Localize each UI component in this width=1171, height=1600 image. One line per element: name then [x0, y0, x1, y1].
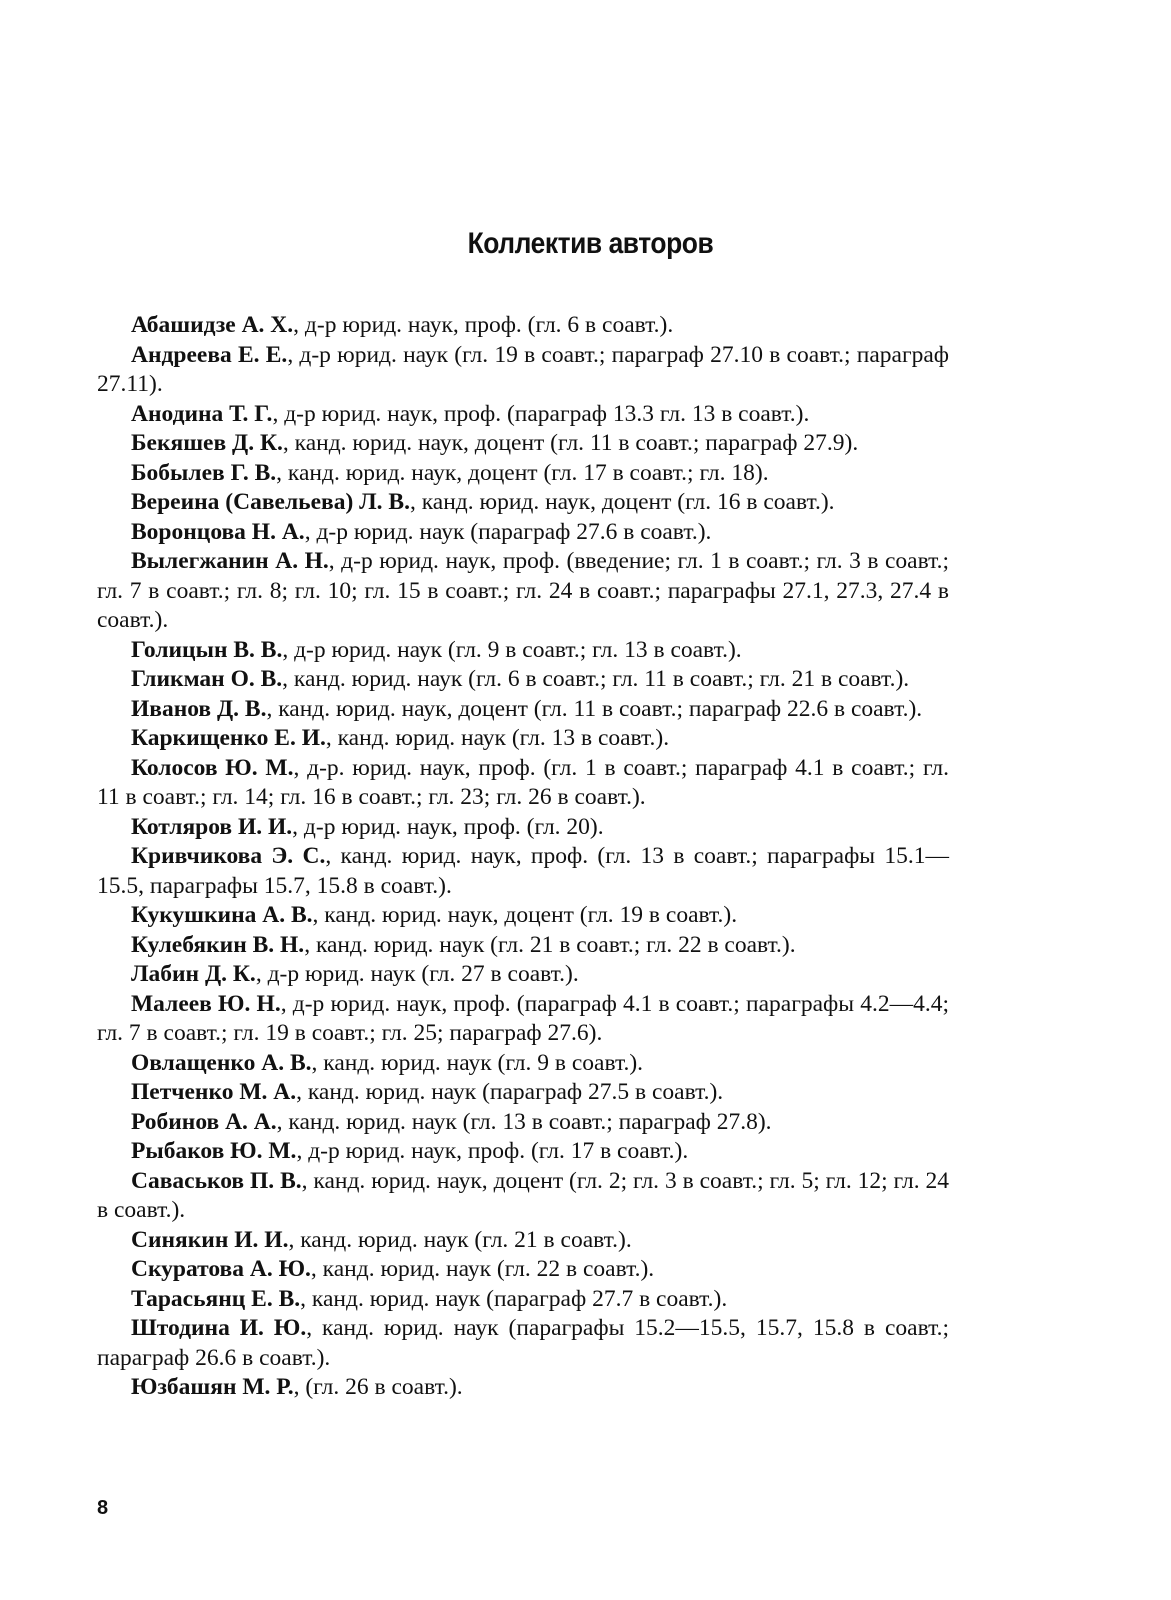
author-name: Андреева Е. Е.	[131, 341, 288, 368]
author-entry	[97, 1255, 949, 1285]
author-entry	[97, 665, 949, 695]
author-details: , канд. юрид. наук (параграфы 15.2—15.5, 15.7, 15.8 в соавт.; параграф 26.6 в соавт.).	[97, 1315, 949, 1371]
author-entry	[97, 459, 949, 489]
author-details: , д-р юрид. наук (гл. 19 в соавт.; параграф 27.10 в соавт.; параграф 27.11).	[97, 341, 949, 397]
author-details: , д-р юрид. наук, проф. (параграф 4.1 в соавт.; параграфы 4.2—4.4; гл. 7 в соавт.; гл. 19 в соавт.; гл. 25; параграф 27.6).	[97, 990, 949, 1046]
author-details: , д-р юрид. наук, проф. (введение; гл. 1 в соавт.; гл. 3 в соавт.; гл. 7 в соавт.; гл. 8; гл. 10; гл. 15 в соавт.; гл. 24 в соавт.; параграфы 27.1, 27.3, 27.4 в соавт.).	[97, 548, 950, 633]
author-name: Голицын В. В.	[131, 636, 283, 663]
author-name: Вылегжанин А. Н.	[131, 548, 329, 574]
author-name: Воронцова Н. А.	[131, 518, 305, 545]
page-title: Коллектив авторов	[467, 227, 714, 260]
author-details: , канд. юрид. наук (гл. 22 в соавт.).	[310, 1256, 655, 1282]
author-name: Тарасьянц Е. В.	[131, 1285, 301, 1312]
author-details: , канд. юрид. наук (гл. 9 в соавт.).	[311, 1049, 644, 1076]
author-details: , канд. юрид. наук (параграф 27.5 в соавт.).	[296, 1079, 724, 1105]
author-entry	[97, 311, 949, 341]
author-name: Кривчикова Э. С.	[131, 843, 326, 869]
author-name: Кулебякин В. Н.	[131, 931, 305, 958]
author-details: , д-р. юрид. наук, проф. (гл. 1 в соавт.; параграф 4.1 в соавт.; гл. 11 в соавт.; гл. 14; гл. 16 в соавт.; гл. 23; гл. 26 в соавт.).	[97, 754, 950, 810]
author-entry	[97, 990, 949, 1049]
author-entry	[97, 488, 949, 518]
author-details: , канд. юрид. наук, доцент (гл. 11 в соавт.; параграф 27.9).	[282, 430, 859, 456]
author-entry	[97, 1285, 949, 1315]
author-entry	[97, 1167, 949, 1226]
author-details: , канд. юрид. наук (параграф 27.7 в соавт.).	[300, 1285, 728, 1312]
author-details: , канд. юрид. наук (гл. 13 в соавт.; параграф 27.8).	[276, 1108, 772, 1135]
author-name: Штодина И. Ю.	[131, 1315, 307, 1341]
author-name: Колосов Ю. М.	[131, 754, 294, 781]
author-name: Петченко М. А.	[131, 1079, 297, 1105]
author-entry	[97, 429, 949, 459]
author-name: Вереина (Савельева) Л. В.	[131, 489, 410, 515]
author-name: Юзбашян М. Р.	[131, 1374, 294, 1400]
author-name: Робинов А. А.	[131, 1108, 277, 1135]
author-entry	[97, 1049, 949, 1079]
author-name: Скуратова А. Ю.	[131, 1256, 311, 1282]
author-details: , д-р юрид. наук (параграф 27.6 в соавт.).	[304, 518, 712, 545]
author-name: Лабин Д. К.	[131, 961, 256, 987]
author-name: Овлащенко А. В.	[131, 1049, 312, 1076]
author-name: Каркищенко Е. И.	[131, 725, 326, 751]
author-entry	[97, 518, 949, 548]
author-details: , канд. юрид. наук, доцент (гл. 2; гл. 3 в соавт.; гл. 5; гл. 12; гл. 24 в соавт.).	[97, 1167, 949, 1223]
author-name: Синякин И. И.	[131, 1226, 289, 1253]
author-details: , канд. юрид. наук, проф. (гл. 13 в соавт.; параграфы 15.1—15.5, параграфы 15.7, 15.8 в соавт.).	[97, 843, 950, 899]
author-details: , д-р юрид. наук (гл. 27 в соавт.).	[255, 961, 579, 987]
author-details: , д-р юрид. наук, проф. (гл. 20).	[292, 813, 604, 840]
author-details: , д-р юрид. наук (гл. 9 в соавт.; гл. 13 в соавт.).	[282, 636, 742, 663]
author-entry	[97, 1314, 949, 1373]
author-entry	[97, 636, 949, 666]
author-details: , канд. юрид. наук, доцент (гл. 11 в соавт.; параграф 22.6 в соавт.).	[266, 695, 923, 722]
author-name: Малеев Ю. Н.	[131, 990, 281, 1017]
author-entry	[97, 1373, 949, 1403]
author-details: , канд. юрид. наук (гл. 21 в соавт.; гл. 22 в соавт.).	[304, 931, 796, 958]
author-details: , канд. юрид. наук (гл. 6 в соавт.; гл. 11 в соавт.; гл. 21 в соавт.).	[282, 666, 910, 692]
author-name: Абашидзе А. Х.	[131, 312, 294, 338]
author-name: Бекяшев Д. К.	[131, 430, 283, 456]
author-details: , д-р юрид. наук, проф. (гл. 6 в соавт.).	[293, 312, 674, 338]
author-details: , канд. юрид. наук, доцент (гл. 17 в соавт.; гл. 18).	[276, 459, 769, 486]
author-entry	[97, 695, 949, 725]
author-details: , канд. юрид. наук (гл. 13 в соавт.).	[325, 725, 670, 751]
author-details: , д-р юрид. наук, проф. (гл. 17 в соавт.).	[296, 1138, 689, 1164]
author-entry	[97, 754, 949, 813]
authors-list	[97, 311, 949, 1403]
author-entry	[97, 1137, 949, 1167]
author-entry	[97, 547, 949, 636]
author-details: , канд. юрид. наук, доцент (гл. 16 в соавт.).	[409, 489, 835, 515]
author-name: Рыбаков Ю. М.	[131, 1138, 297, 1164]
author-entry	[97, 1078, 949, 1108]
author-entry	[97, 1226, 949, 1256]
author-details: , канд. юрид. наук, доцент (гл. 19 в соавт.).	[312, 902, 738, 928]
author-name: Бобылев Г. В.	[131, 459, 277, 486]
author-entry	[97, 724, 949, 754]
author-entry	[97, 400, 949, 430]
author-entry	[97, 901, 949, 931]
author-entry	[97, 813, 949, 843]
author-name: Анодина Т. Г.	[131, 400, 273, 427]
author-entry	[97, 842, 949, 901]
author-name: Гликман О. В.	[131, 666, 283, 692]
author-entry	[97, 341, 949, 400]
author-details: , д-р юрид. наук, проф. (параграф 13.3 гл. 13 в соавт.).	[272, 400, 810, 427]
author-name: Котляров И. И.	[131, 813, 293, 840]
page-number: 8	[97, 1497, 109, 1519]
author-name: Кукушкина А. В.	[131, 902, 313, 928]
author-entry	[97, 1108, 949, 1138]
author-details: , (гл. 26 в соавт.).	[293, 1374, 463, 1400]
author-entry	[97, 960, 949, 990]
author-name: Саваськов П. В.	[131, 1167, 302, 1194]
author-details: , канд. юрид. наук (гл. 21 в соавт.).	[288, 1226, 632, 1253]
author-entry	[97, 931, 949, 961]
author-name: Иванов Д. В.	[131, 695, 267, 722]
